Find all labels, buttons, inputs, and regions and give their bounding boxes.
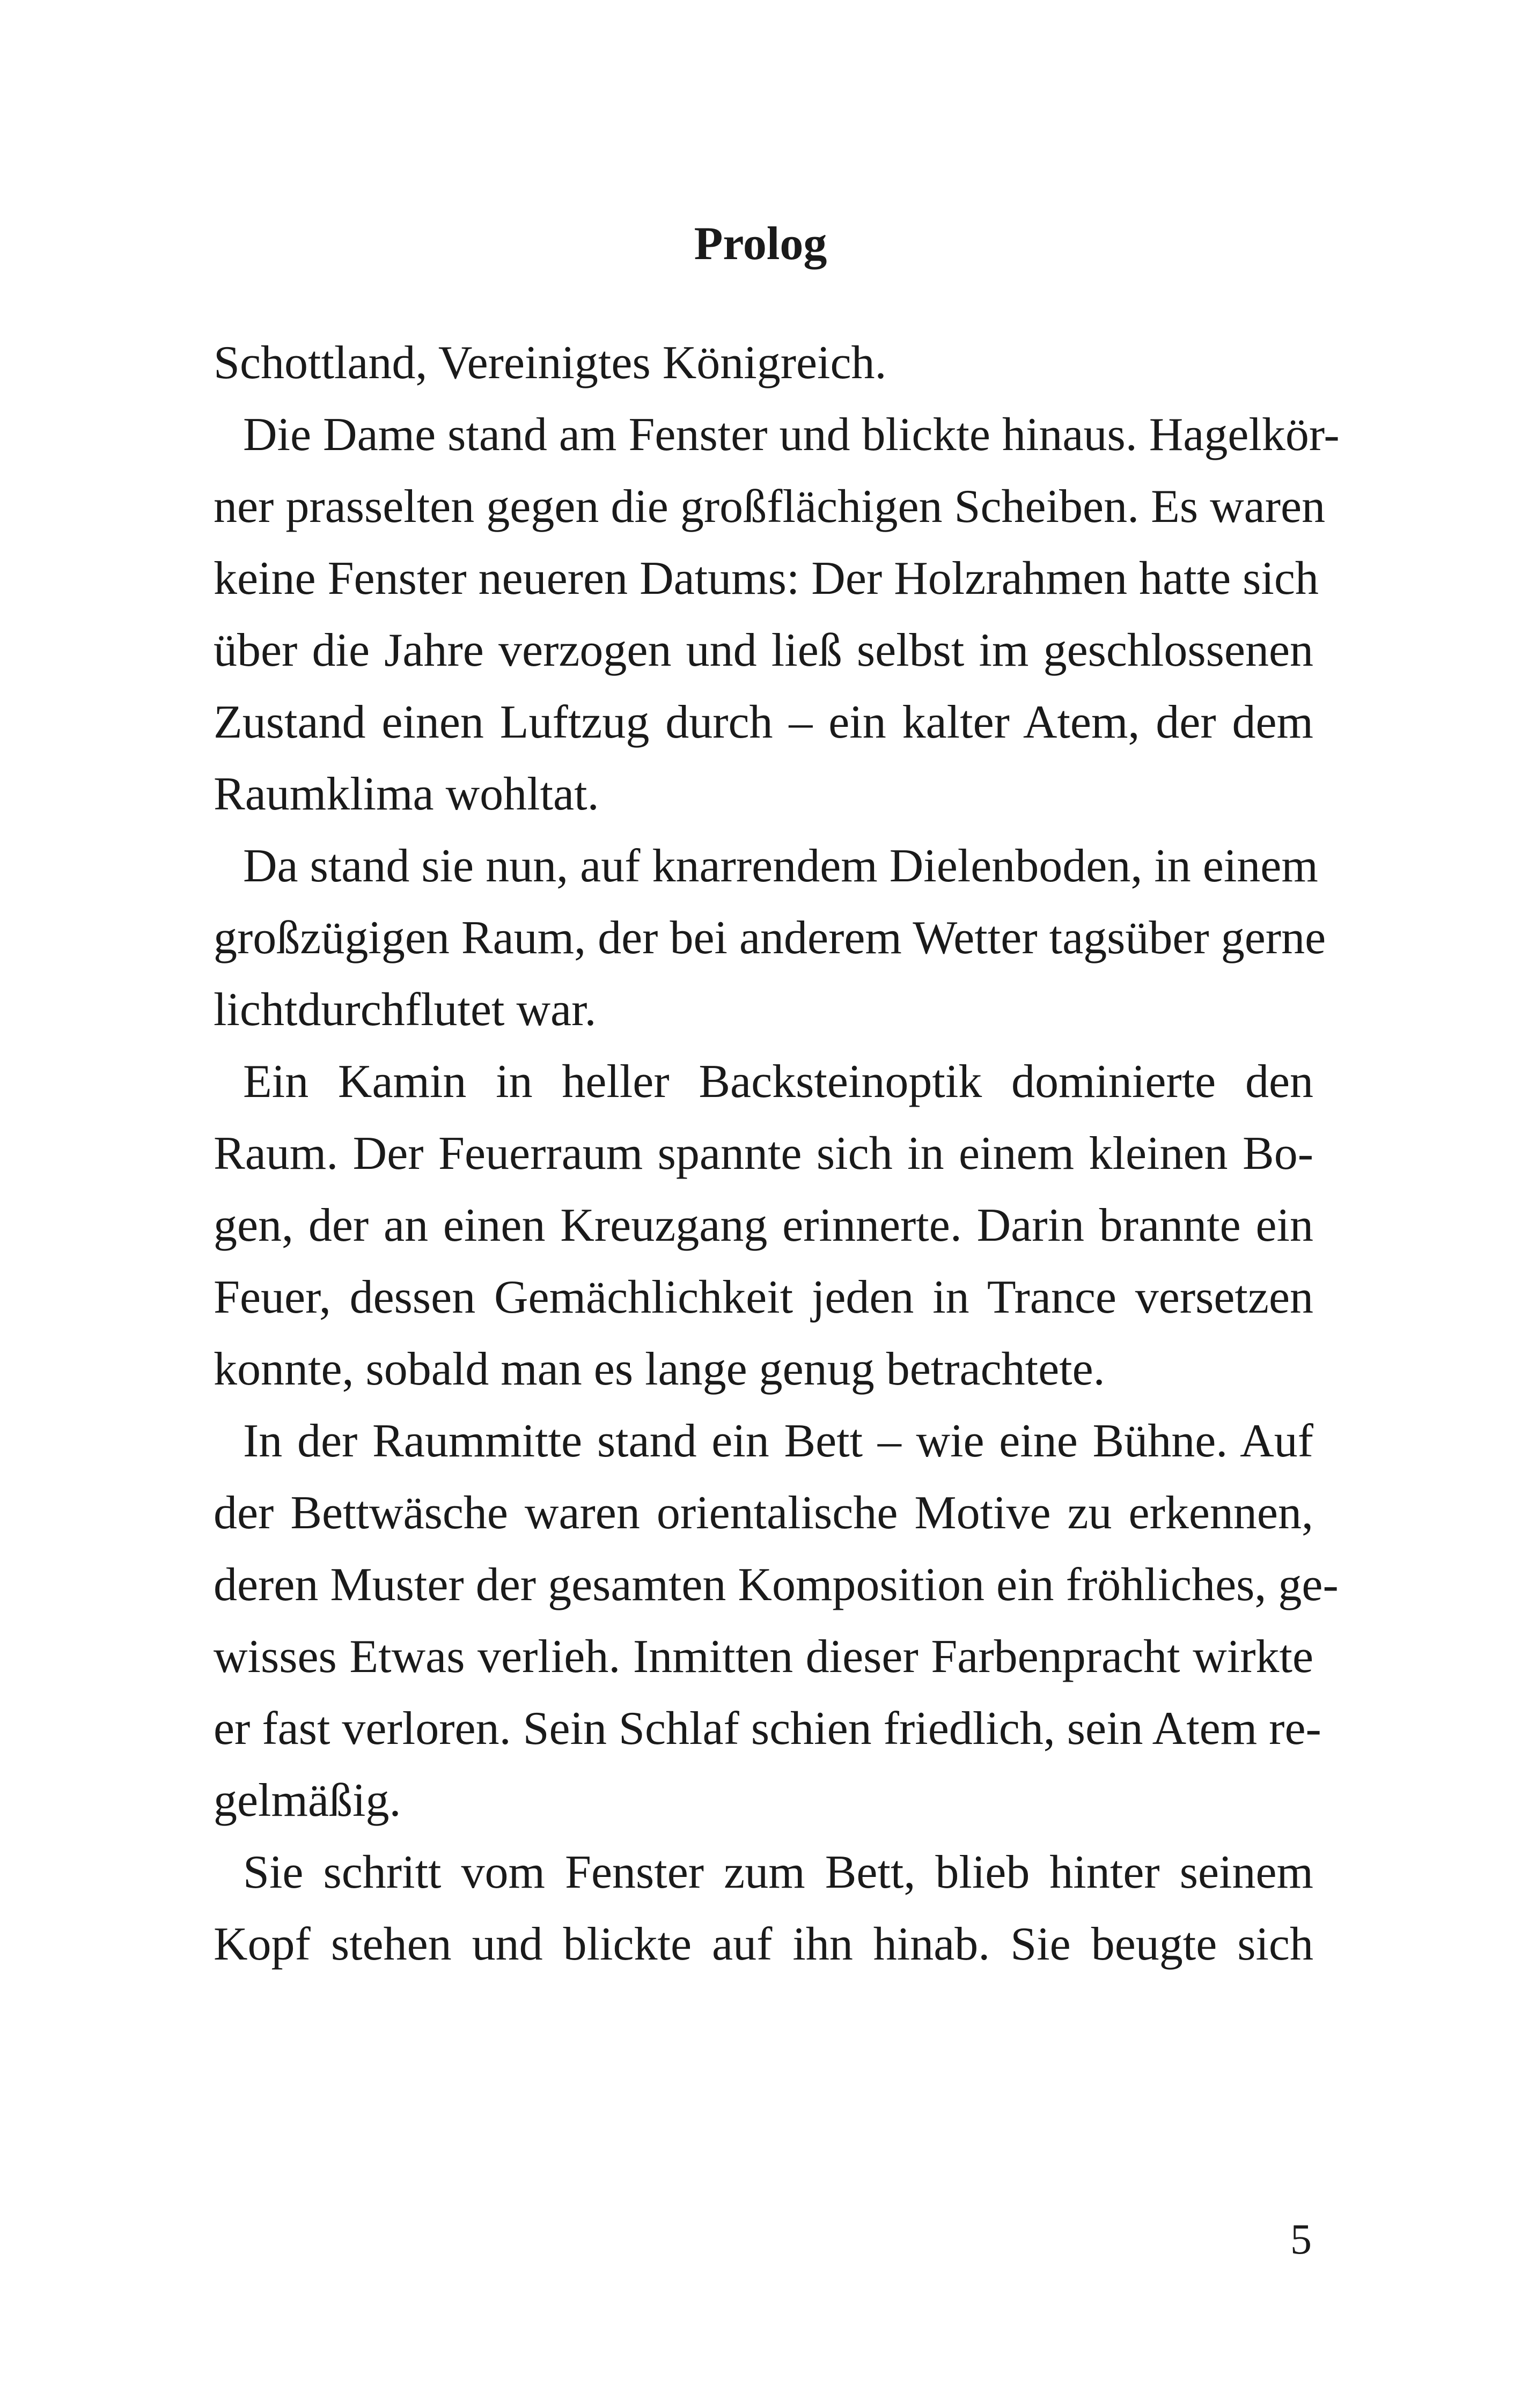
text-line: Feuer, dessen Gemächlichkeit jeden in Trance versetzen bbox=[214, 1271, 1313, 1323]
chapter-title: Prolog bbox=[694, 218, 827, 270]
text-line: lichtdurchflutet war. bbox=[214, 984, 597, 1036]
text-line: gelmäßig. bbox=[214, 1774, 401, 1827]
text-line: Die Dame stand am Fenster und blickte hinaus. Hagelkör- bbox=[243, 409, 1340, 461]
text-line: In der Raummitte stand ein Bett – wie eine Bühne. Auf bbox=[243, 1415, 1313, 1467]
text-line: konnte, sobald man es lange genug betrachtete. bbox=[214, 1343, 1105, 1395]
text-line: gen, der an einen Kreuzgang erinnerte. Darin brannte ein bbox=[214, 1199, 1313, 1251]
text-line: ner prasselten gegen die großflächigen Scheiben. Es waren bbox=[214, 481, 1326, 533]
text-line: Zustand einen Luftzug durch – ein kalter Atem, der dem bbox=[214, 696, 1313, 748]
text-line: Raumklima wohltat. bbox=[214, 768, 599, 820]
text-line: Schottland, Vereinigtes Königreich. bbox=[214, 337, 887, 389]
paragraph bbox=[214, 1405, 1339, 1837]
text-line: über die Jahre verzogen und ließ selbst im geschlossenen bbox=[214, 624, 1313, 676]
text-line: Sie schritt vom Fenster zum Bett, blieb hinter seinem bbox=[243, 1846, 1313, 1898]
body-text bbox=[214, 327, 1340, 1980]
paragraph bbox=[214, 1046, 1313, 1405]
text-line: Ein Kamin in heller Backsteinoptik dominierte den bbox=[243, 1056, 1313, 1108]
paragraph bbox=[214, 399, 1340, 830]
text-line: keine Fenster neueren Datums: Der Holzrahmen hatte sich bbox=[214, 553, 1319, 605]
text-line: großzügigen Raum, der bei anderem Wetter tagsüber gerne bbox=[214, 912, 1326, 964]
page-number: 5 bbox=[1290, 2216, 1312, 2263]
text-line: wisses Etwas verlieh. Inmitten dieser Farbenpracht wirkte bbox=[214, 1631, 1313, 1683]
text-line: er fast verloren. Sein Schlaf schien friedlich, sein Atem re- bbox=[214, 1703, 1321, 1755]
text-line: Raum. Der Feuerraum spannte sich in einem kleinen Bo- bbox=[214, 1128, 1313, 1180]
paragraph bbox=[214, 327, 1313, 399]
text-line: Da stand sie nun, auf knarrendem Dielenboden, in einem bbox=[243, 840, 1318, 892]
text-line: der Bettwäsche waren orientalische Motive zu erkennen, bbox=[214, 1487, 1313, 1539]
paragraph bbox=[214, 830, 1326, 1046]
text-line: Kopf stehen und blickte auf ihn hinab. Sie beugte sich bbox=[214, 1918, 1313, 1970]
text-line: deren Muster der gesamten Komposition ein fröhliches, ge- bbox=[214, 1559, 1339, 1611]
paragraph bbox=[214, 1837, 1313, 1980]
